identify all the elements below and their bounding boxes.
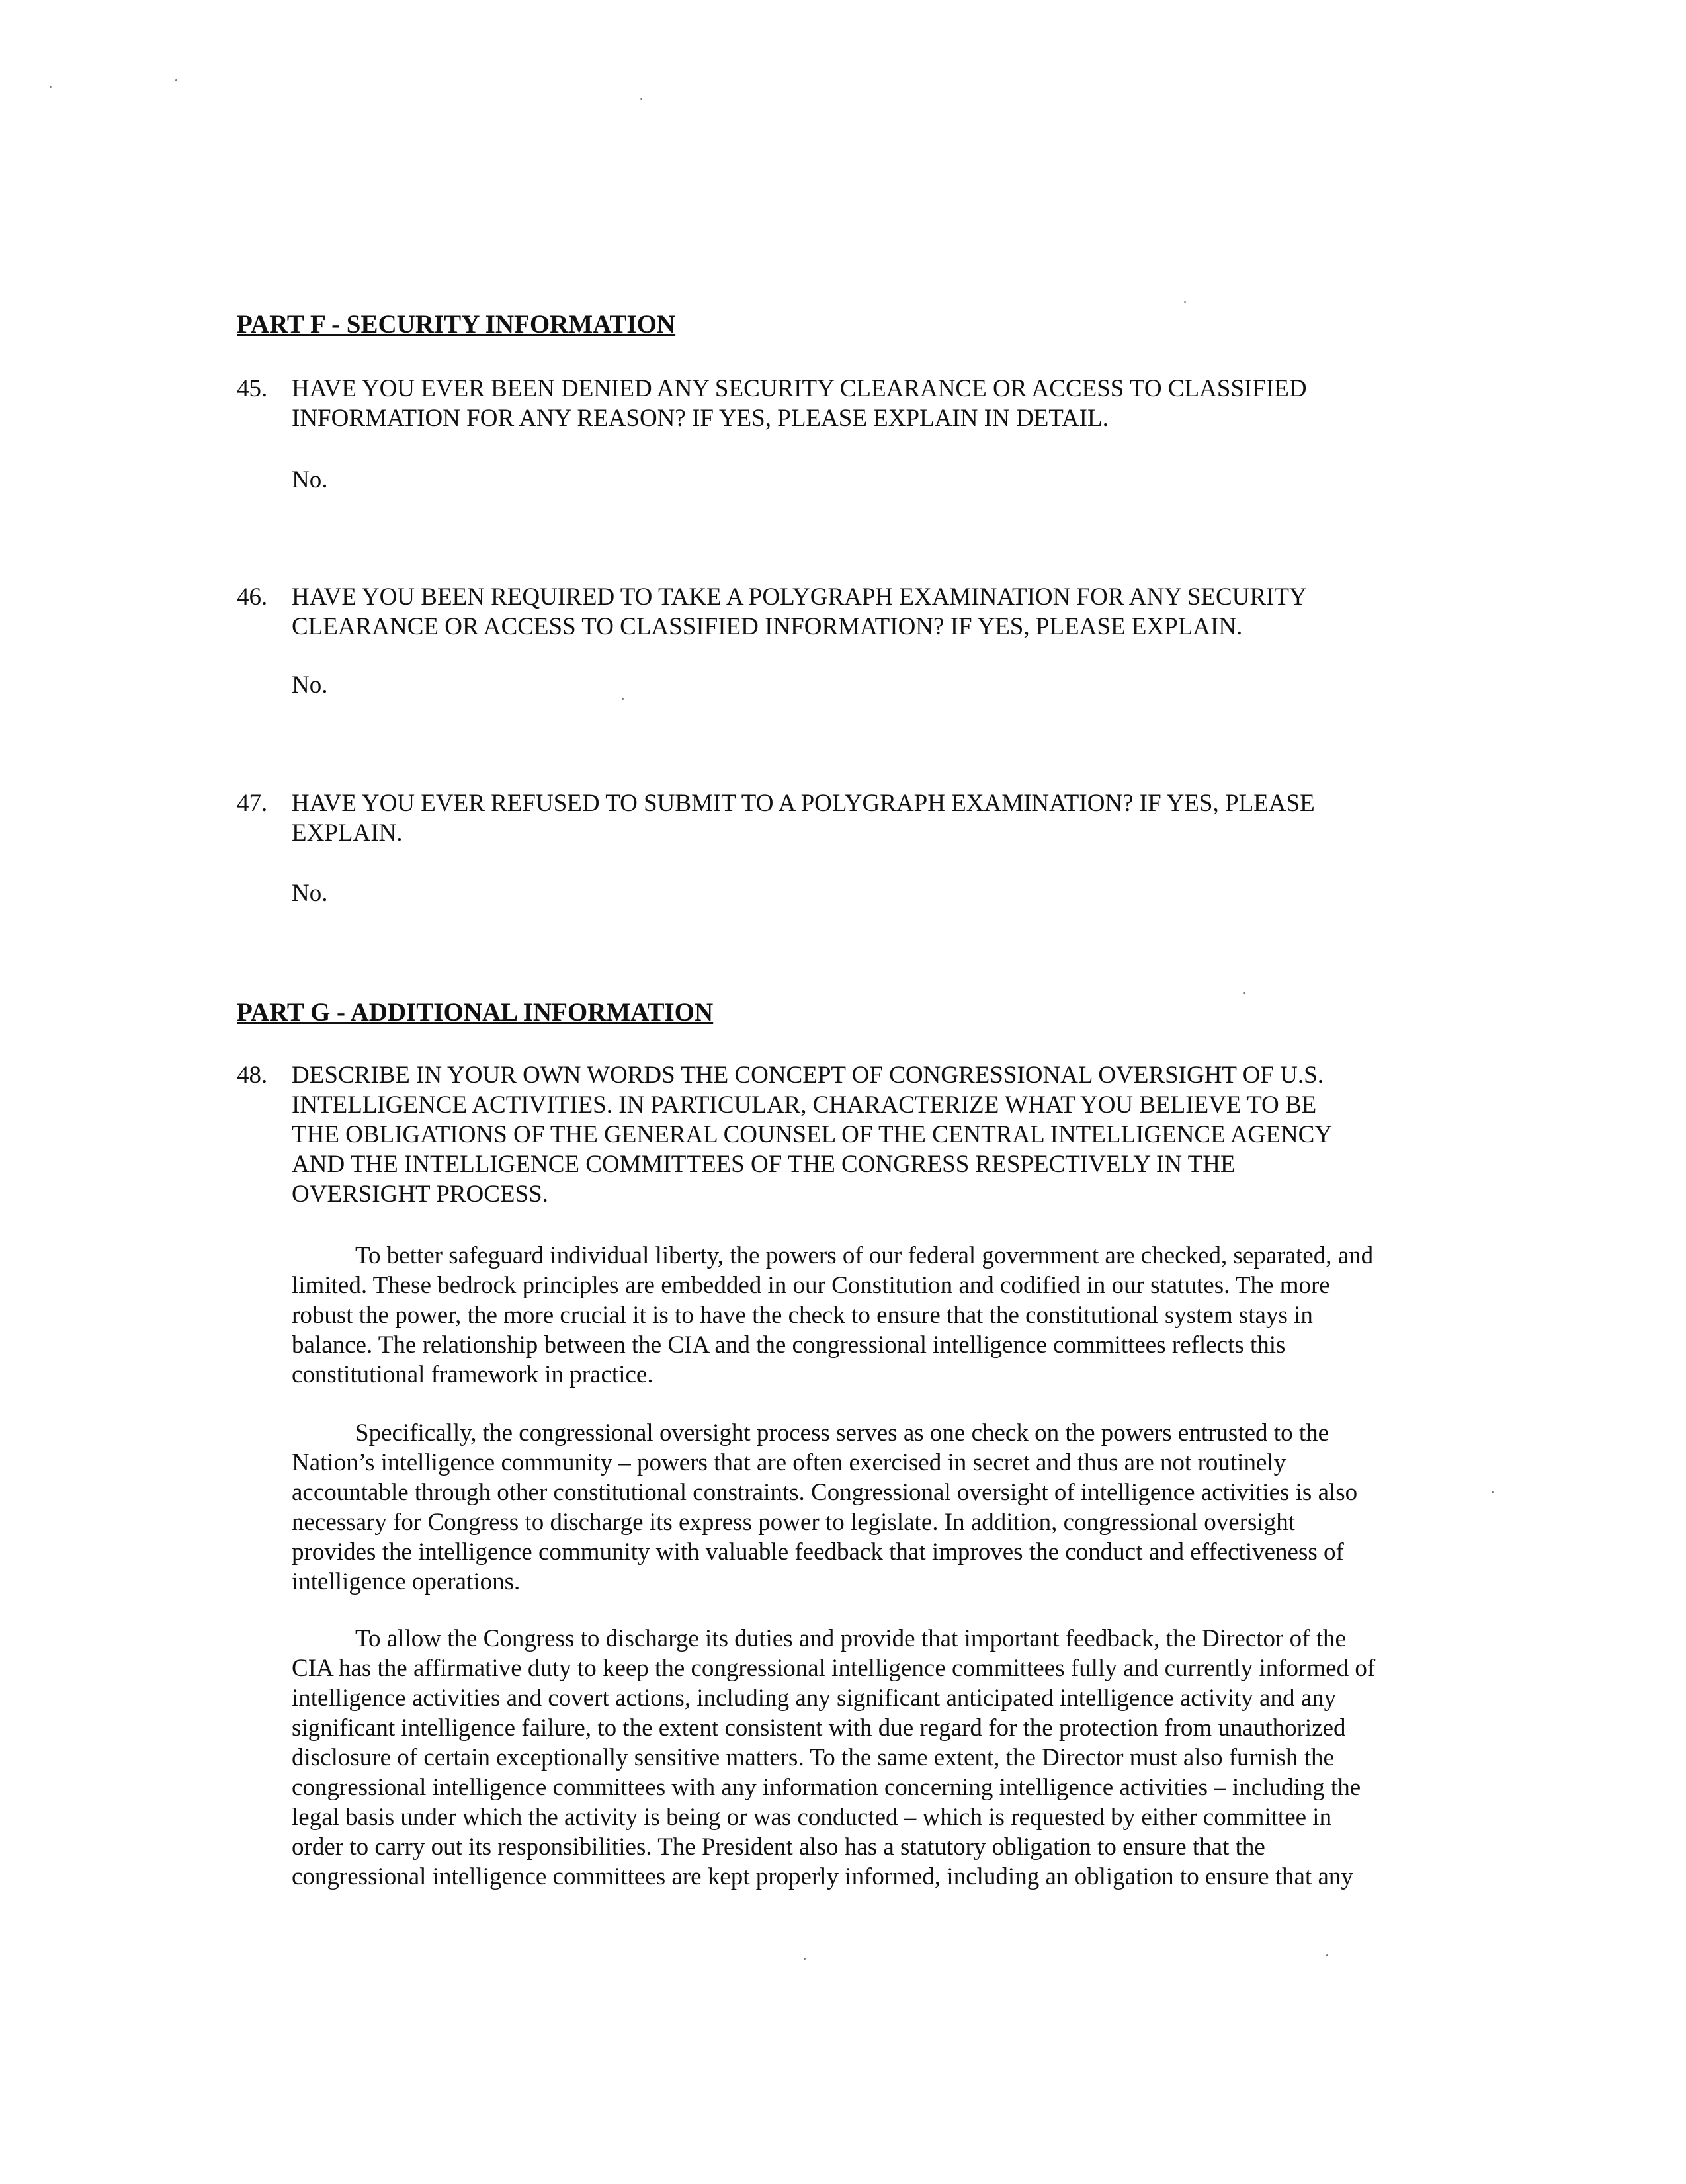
answer: No. — [292, 880, 328, 907]
question-line: INTELLIGENCE ACTIVITIES. IN PARTICULAR, CHARACTERIZE WHAT YOU BELIEVE TO BE — [292, 1091, 1317, 1118]
question-line: THE OBLIGATIONS OF THE GENERAL COUNSEL OF THE CENTRAL INTELLIGENCE AGENCY — [292, 1121, 1333, 1148]
question-text — [292, 1060, 1332, 1209]
question-line: INFORMATION FOR ANY REASON? IF YES, PLEASE EXPLAIN IN DETAIL. — [292, 405, 1109, 432]
paragraph-line: significant intelligence failure, to the extent consistent with due regard for the protection from unauthorized — [292, 1714, 1346, 1742]
paragraph-line: legal basis under which the activity is being or was conducted – which is requested by either committee in — [292, 1804, 1332, 1831]
question-line: OVERSIGHT PROCESS. — [292, 1181, 548, 1208]
paragraph-line: accountable through other constitutional constraints. Congressional oversight of intelligence activities is also — [292, 1479, 1358, 1506]
question-text — [292, 582, 1307, 642]
scan-speck — [1326, 1954, 1328, 1956]
paragraph-line: CIA has the affirmative duty to keep the congressional intelligence committees fully and currently informed of — [292, 1655, 1376, 1682]
paragraph-line: disclosure of certain exceptionally sensitive matters. To the same extent, the Director must also furnish the — [292, 1744, 1334, 1771]
question-line: HAVE YOU EVER REFUSED TO SUBMIT TO A POLYGRAPH EXAMINATION? IF YES, PLEASE — [292, 790, 1315, 817]
question-line: HAVE YOU BEEN REQUIRED TO TAKE A POLYGRAPH EXAMINATION FOR ANY SECURITY — [292, 583, 1307, 610]
paragraph-line: To better safeguard individual liberty, the powers of our federal government are checked, separated, and — [355, 1242, 1374, 1269]
question-line: HAVE YOU EVER BEEN DENIED ANY SECURITY CLEARANCE OR ACCESS TO CLASSIFIED — [292, 375, 1307, 402]
question-number: 45. — [237, 375, 268, 402]
scan-speck — [640, 98, 642, 100]
paragraph-line: congressional intelligence committees are kept properly informed, including an obligation to ensure that any — [292, 1863, 1353, 1890]
scan-speck — [50, 86, 52, 88]
answer-paragraph-2 — [292, 1418, 1357, 1597]
question-line: CLEARANCE OR ACCESS TO CLASSIFIED INFORMATION? IF YES, PLEASE EXPLAIN. — [292, 613, 1243, 640]
question-line: DESCRIBE IN YOUR OWN WORDS THE CONCEPT OF CONGRESSIONAL OVERSIGHT OF U.S. — [292, 1062, 1324, 1089]
scan-speck — [1492, 1491, 1494, 1493]
paragraph-line: Specifically, the congressional oversight process serves as one check on the powers entrusted to the — [355, 1419, 1329, 1447]
paragraph-line: necessary for Congress to discharge its express power to legislate. In addition, congressional oversight — [292, 1509, 1295, 1536]
scan-speck — [175, 79, 177, 81]
question-number: 46. — [237, 583, 268, 610]
paragraph-line: To allow the Congress to discharge its duties and provide that important feedback, the Director of the — [355, 1625, 1346, 1652]
scan-speck — [804, 1958, 806, 1960]
question-text — [292, 788, 1315, 848]
part-g-heading: PART G - ADDITIONAL INFORMATION — [237, 998, 714, 1027]
question-text — [292, 374, 1307, 433]
paragraph-line: congressional intelligence committees with any information concerning intelligence activities – including the — [292, 1774, 1361, 1801]
scan-speck — [1184, 301, 1186, 303]
paragraph-line: order to carry out its responsibilities. The President also has a statutory obligation to ensure that the — [292, 1833, 1265, 1861]
answer-paragraph-1 — [292, 1241, 1373, 1390]
paragraph-line: intelligence operations. — [292, 1568, 521, 1595]
question-line: EXPLAIN. — [292, 819, 403, 847]
scan-speck — [1243, 992, 1245, 994]
answer: No. — [292, 466, 328, 493]
paragraph-line: provides the intelligence community with valuable feedback that improves the conduct and effectiveness of — [292, 1538, 1344, 1566]
paragraph-line: constitutional framework in practice. — [292, 1361, 653, 1388]
question-number: 47. — [237, 790, 268, 817]
paragraph-line: intelligence activities and covert actions, including any significant anticipated intelligence activity and any — [292, 1685, 1337, 1712]
paragraph-line: limited. These bedrock principles are embedded in our Constitution and codified in our statutes. The more — [292, 1272, 1330, 1299]
question-line: AND THE INTELLIGENCE COMMITTEES OF THE CONGRESS RESPECTIVELY IN THE — [292, 1151, 1236, 1178]
part-f-heading: PART F - SECURITY INFORMATION — [237, 310, 676, 339]
question-number: 48. — [237, 1062, 268, 1089]
answer: No. — [292, 671, 328, 698]
answer-paragraph-3 — [292, 1624, 1375, 1892]
paragraph-line: Nation’s intelligence community – powers that are often exercised in secret and thus are not routinely — [292, 1449, 1286, 1476]
paragraph-line: robust the power, the more crucial it is to have the check to ensure that the constitutional system stays in — [292, 1302, 1313, 1329]
scan-speck — [622, 698, 624, 700]
paragraph-line: balance. The relationship between the CIA and the congressional intelligence committees reflects this — [292, 1331, 1286, 1359]
